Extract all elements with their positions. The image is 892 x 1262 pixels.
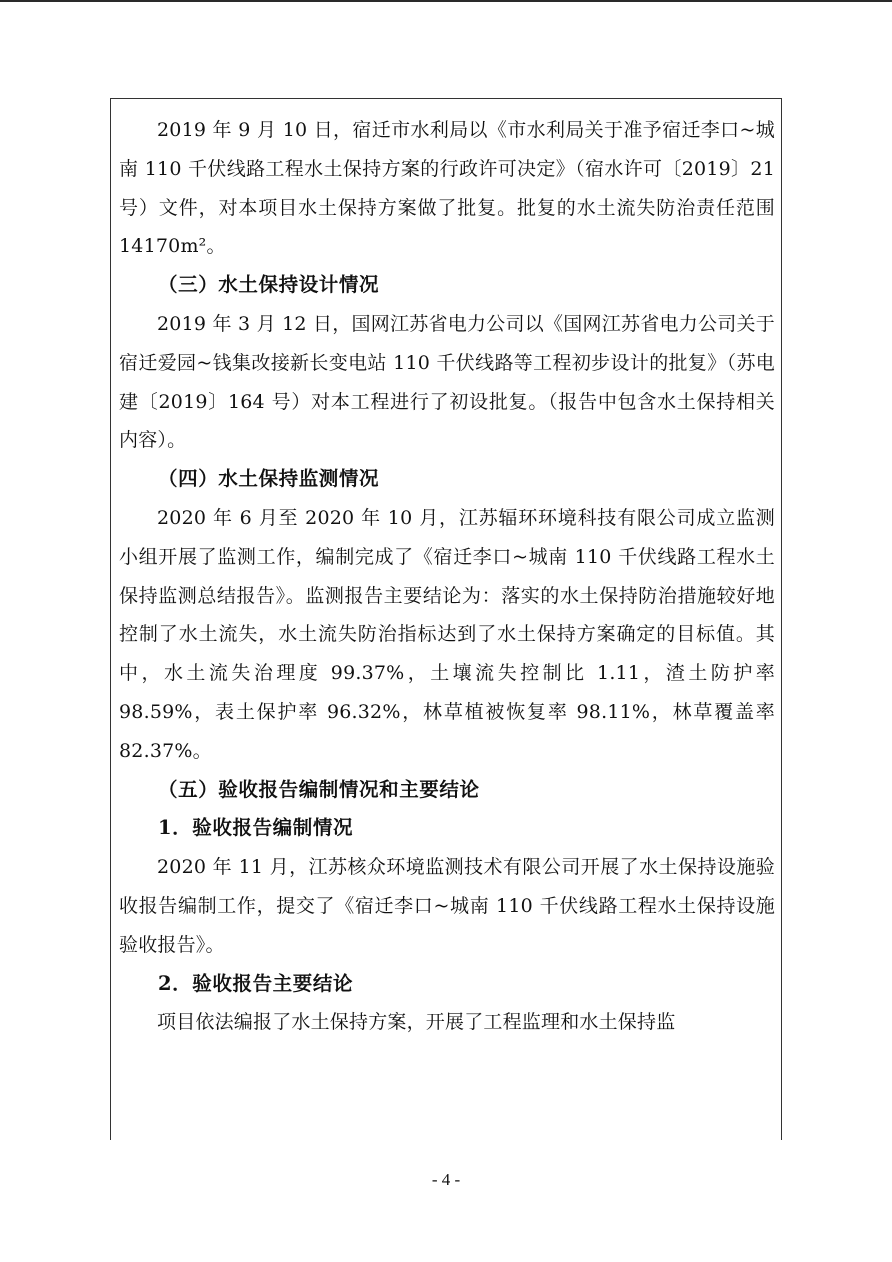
- top-border-line: [0, 0, 892, 2]
- subheading-main-conclusions: 2．验收报告主要结论: [158, 971, 354, 995]
- document-frame: [110, 98, 782, 1140]
- paragraph-report-preparation: 2020 年 11 月，江苏核众环境监测技术有限公司开展了水土保持设施验收报告编制工作，提交了《宿迁李口~城南 110 千伏线路工程水土保持设施验收报告》。: [119, 856, 775, 956]
- subheading-report-preparation: 1．验收报告编制情况: [158, 816, 354, 840]
- paragraph-approval: 2019 年 9 月 10 日，宿迁市水利局以《市水利局关于准予宿迁李口~城南 110 千伏线路工程水土保持方案的行政许可决定》（宿水许可〔2019〕21 号）文件，对本项目水土保持方案做了批复。批复的水土流失防治责任范围 14170m²。: [119, 119, 775, 258]
- heading-acceptance-report: （五）验收报告编制情况和主要结论: [158, 777, 480, 801]
- page-number: - 4 -: [431, 1170, 461, 1189]
- paragraph-monitoring: 2020 年 6 月至 2020 年 10 月，江苏辐环环境科技有限公司成立监测小组开展了监测工作，编制完成了《宿迁李口~城南 110 千伏线路工程水土保持监测总结报告》。监测报告主要结论为：落实的水土保持防治措施较好地控制了水土流失，水土流失防治指标达到了水土保持方案确定的目标值。其中，水土流失治理度 99.37%，土壤流失控制比 1.11，渣土防护率 98.59%，表土保护率 96.32%，林草植被恢复率 98.11%，林草覆盖率 82.37%。: [119, 506, 775, 762]
- document-body: [119, 111, 775, 1042]
- heading-monitoring: （四）水土保持监测情况: [158, 467, 380, 491]
- heading-design: （三）水土保持设计情况: [158, 273, 380, 297]
- paragraph-main-conclusions: 项目依法编报了水土保持方案，开展了工程监理和水土保持监: [157, 1011, 676, 1034]
- paragraph-design: 2019 年 3 月 12 日，国网江苏省电力公司以《国网江苏省电力公司关于宿迁爱园~钱集改接新长变电站 110 千伏线路等工程初步设计的批复》（苏电建〔2019〕164 号）对本工程进行了初设批复。（报告中包含水土保持相关内容）。: [119, 312, 775, 452]
